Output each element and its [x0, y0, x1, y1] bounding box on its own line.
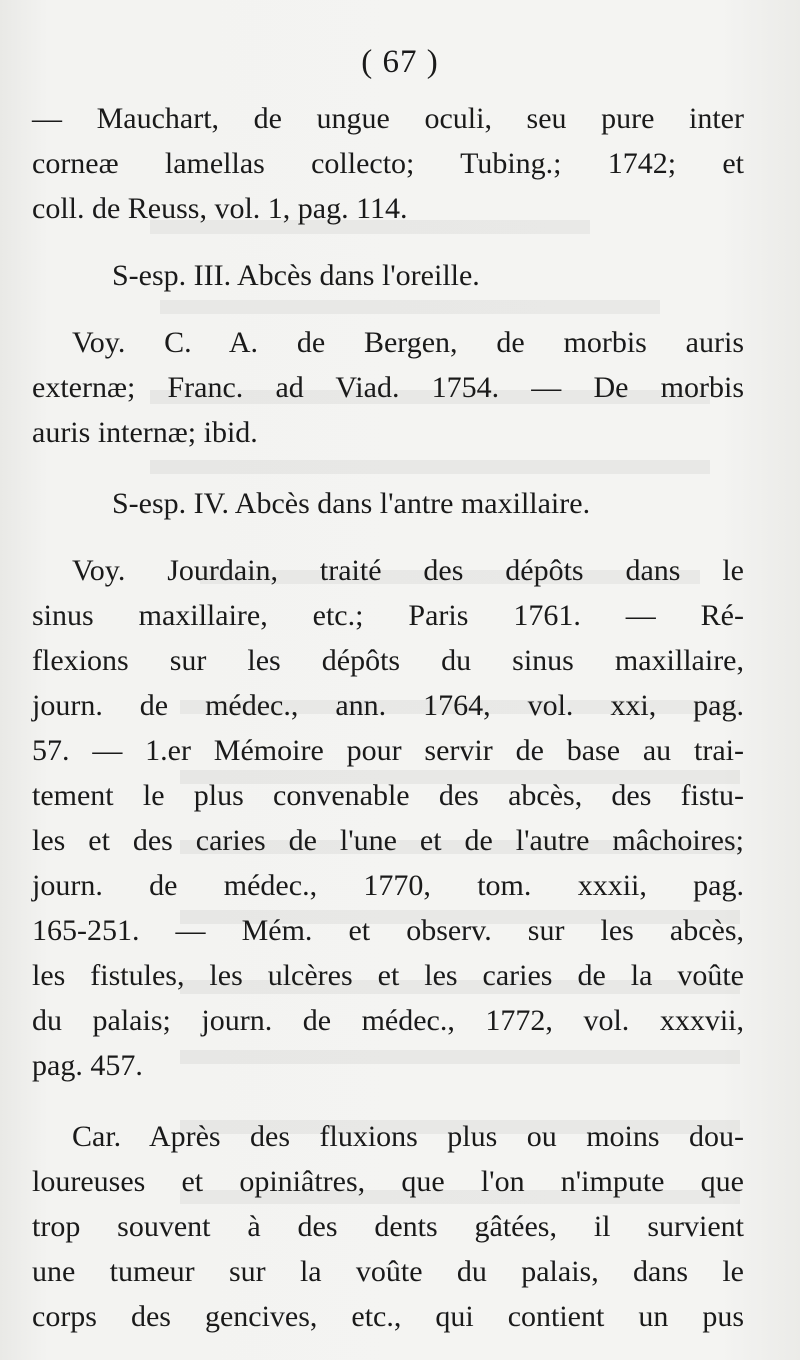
text-line: sinus maxillaire, etc.; Paris 1761. — Ré-: [32, 599, 744, 632]
text-line: trop souvent à des dents gâtées, il survient: [32, 1210, 744, 1243]
heading-sesp-iii: [32, 253, 744, 298]
text-line: 57. — 1.er Mémoire pour servir de base au trai-: [32, 734, 744, 767]
text-line: 165-251. — Mém. et observ. sur les abcès,: [32, 914, 744, 947]
text-line: pag. 457.: [32, 1049, 143, 1082]
text-line: loureuses et opiniâtres, que l'on n'impute que: [32, 1165, 744, 1198]
paragraph-car: [32, 1114, 744, 1339]
heading-sesp-iv: [32, 481, 744, 526]
paragraph-voy-jourdain: [32, 548, 744, 1088]
text-line: auris internæ; ibid.: [32, 416, 258, 449]
text-line: les fistules, les ulcères et les caries de la voûte: [32, 959, 744, 992]
text-line: les et des caries de l'une et de l'autre mâchoires;: [32, 824, 744, 857]
section-heading: S-esp. III. Abcès dans l'oreille.: [112, 259, 480, 292]
text-line: — Mauchart, de ungue oculi, seu pure inter: [32, 102, 744, 135]
paragraph-voy-bergen: [32, 320, 744, 455]
page-number: ( 67 ): [361, 44, 439, 80]
text-line: Voy. Jourdain, traité des dépôts dans le: [72, 554, 744, 587]
paragraph-mauchart: [32, 96, 744, 231]
text-line: Voy. C. A. de Bergen, de morbis auris: [72, 326, 744, 359]
text-line: corps des gencives, etc., qui contient un pus: [32, 1300, 744, 1333]
text-body: [32, 96, 744, 1339]
text-line: coll. de Reuss, vol. 1, pag. 114.: [32, 192, 408, 225]
text-line: journ. de médec., 1770, tom. xxxii, pag.: [32, 869, 744, 902]
text-line: journ. de médec., ann. 1764, vol. xxi, pag.: [32, 689, 744, 722]
text-line: tement le plus convenable des abcès, des fistu-: [32, 779, 744, 812]
section-heading: S-esp. IV. Abcès dans l'antre maxillaire.: [112, 487, 591, 520]
text-line: externæ; Franc. ad Viad. 1754. — De morbis: [32, 371, 744, 404]
text-line: Car. Après des fluxions plus ou moins dou-: [72, 1120, 744, 1153]
text-line: du palais; journ. de médec., 1772, vol. xxxvii,: [32, 1004, 744, 1037]
text-line: flexions sur les dépôts du sinus maxillaire,: [32, 644, 744, 677]
text-line: une tumeur sur la voûte du palais, dans le: [32, 1255, 744, 1288]
text-line: corneæ lamellas collecto; Tubing.; 1742; et: [32, 147, 744, 180]
